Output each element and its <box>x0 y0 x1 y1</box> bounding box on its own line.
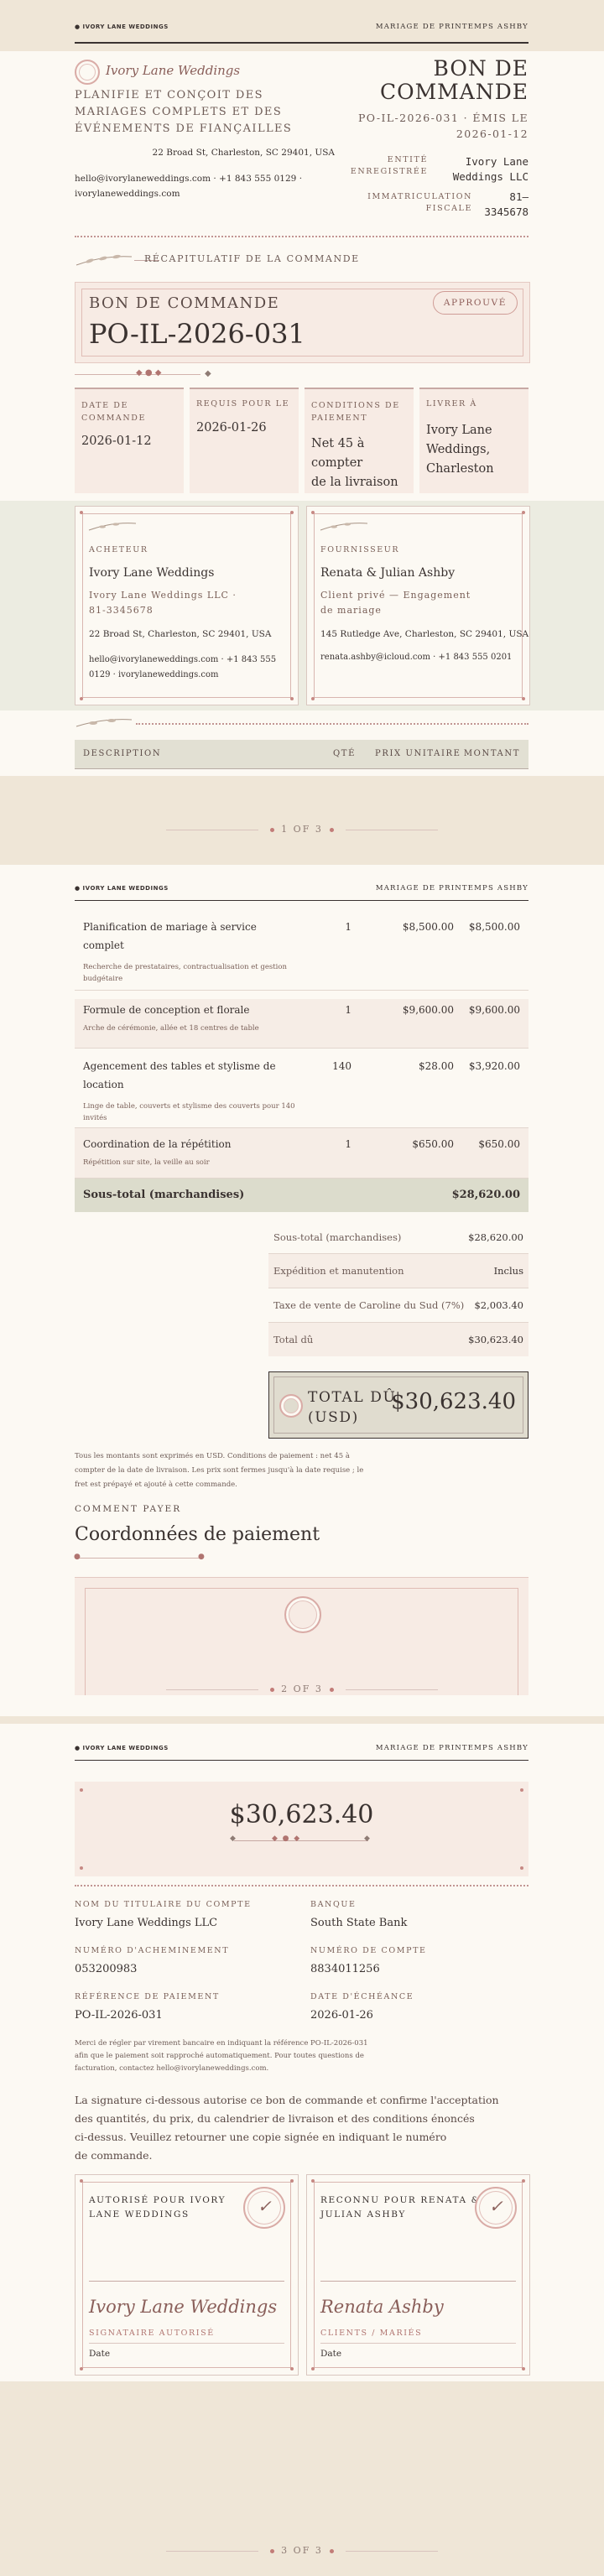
pager-current: 2 <box>281 1684 289 1694</box>
signature-title-line: AUTORISÉ POUR IVORY <box>89 2195 226 2205</box>
buyer-sub <box>89 588 237 618</box>
fact-card-required-by <box>190 388 299 493</box>
pager-rule <box>346 2551 438 2552</box>
item-desc-line: Linge de table, couverts et stylisme des couverts pour 140 <box>83 1102 295 1111</box>
supplier-contact: renata.ashby@icloud.com · +1 843 555 0201 <box>320 653 513 662</box>
item-amount: $650.00 <box>478 1138 520 1150</box>
fact-card-ship-to <box>419 388 528 493</box>
fact-card-order-date <box>75 388 184 493</box>
field-payment-reference <box>75 1992 220 2022</box>
corner-dot <box>311 697 315 700</box>
item-title-line: Agencement des tables et stylisme de <box>83 1060 276 1072</box>
col-amount: MONTANT <box>463 749 520 758</box>
table-row <box>75 918 528 991</box>
field-value: 053200983 <box>75 1963 138 1975</box>
terms-note-line: compter de la date de livraison. Les prix sont fermes jusqu'à la date requise ; le <box>75 1466 364 1475</box>
header-rule <box>75 1760 528 1761</box>
status-badge: APPROUVÉ <box>433 291 518 315</box>
fact-label <box>81 399 146 424</box>
seal-icon <box>279 1394 303 1418</box>
buyer-contact-line: 0129 · ivorylaneweddings.com <box>89 670 219 679</box>
fact-value-line: de la livraison <box>311 476 398 489</box>
corner-dot <box>522 511 525 514</box>
pager-dot-icon <box>270 2549 274 2553</box>
diamond-ornament-icon: ◆ <box>364 1834 370 1843</box>
signature-title-line: RECONNU POUR RENATA & <box>320 2195 481 2205</box>
corner-dot <box>80 697 83 700</box>
company-logo-text: Ivory Lane Weddings <box>106 63 241 78</box>
supplier-sub-line: Client privé — Engagement <box>320 590 471 601</box>
olive-branch-icon <box>75 252 133 268</box>
totals-block <box>268 1221 528 1356</box>
totals-value: $2,003.40 <box>474 1299 523 1311</box>
corner-dot <box>80 1866 83 1870</box>
authorization-text <box>75 2091 499 2165</box>
item-unit-price: $8,500.00 <box>402 921 454 933</box>
buyer-name: Ivory Lane Weddings <box>89 566 215 580</box>
fact-label <box>311 399 400 424</box>
item-qty: 140 <box>332 1060 351 1072</box>
signature-title-line: LANE WEDDINGS <box>89 2209 190 2220</box>
payment-note-line: facturation, contactez hello@ivorylaneweddings.com. <box>75 2064 269 2073</box>
entity-value <box>453 154 528 185</box>
company-contact-line: hello@ivorylaneweddings.com · +1 843 555 0129 · <box>75 174 303 184</box>
corner-dot <box>80 511 83 514</box>
field-value: 2026-01-26 <box>310 2009 373 2022</box>
header-event: MARIAGE DE PRINTEMPS ASHBY <box>375 1744 528 1752</box>
item-desc <box>83 1101 295 1124</box>
buyer-sub-line: 81-3345678 <box>89 605 154 616</box>
totals-value: $28,620.00 <box>468 1231 523 1243</box>
totals-row <box>268 1323 528 1356</box>
fact-value <box>426 421 494 479</box>
tax-id-value <box>484 190 528 220</box>
totals-row <box>268 1221 528 1254</box>
corner-dot <box>520 1866 523 1870</box>
pager-dot-icon <box>330 2549 334 2553</box>
olive-branch-icon <box>87 520 138 532</box>
item-unit-price: $650.00 <box>412 1138 454 1150</box>
table-row <box>75 999 528 1049</box>
buyer-sub-line: Ivory Lane Weddings LLC · <box>89 590 237 601</box>
corner-dot <box>311 2179 315 2183</box>
fact-value: 2026-01-12 <box>81 435 152 448</box>
doc-subtitle <box>358 110 528 142</box>
tax-id-value-line: 3345678 <box>484 206 528 218</box>
diamond-ornament-icon: ● <box>74 1553 81 1561</box>
field-label: RÉFÉRENCE DE PAIEMENT <box>75 1992 220 2001</box>
item-desc: Arche de cérémonie, allée et 18 centres de table <box>83 1024 259 1033</box>
signature-script: Ivory Lane Weddings <box>89 2297 278 2317</box>
header-event: MARIAGE DE PRINTEMPS ASHBY <box>375 23 528 31</box>
company-address: 22 Broad St, Charleston, SC 29401, USA <box>152 148 335 158</box>
supplier-name: Renata & Julian Ashby <box>320 566 456 580</box>
payment-note-line: afin que le paiement soit rapproché automatiquement. Pour toutes questions de <box>75 2052 364 2060</box>
corner-dot <box>290 2179 294 2183</box>
item-title-line: location <box>83 1079 124 1090</box>
pager-of: OF <box>293 2545 311 2556</box>
pager-dot-icon <box>270 1688 274 1692</box>
col-description: DESCRIPTION <box>83 749 162 758</box>
field-account-holder <box>75 1900 252 1929</box>
pager-of: OF <box>293 824 311 835</box>
pager-current: 1 <box>281 824 289 835</box>
supplier-label: FOURNISSEUR <box>320 545 400 554</box>
fact-label-line: COMMANDE <box>81 414 147 423</box>
totals-row <box>268 1254 528 1288</box>
buyer-label: ACHETEUR <box>89 545 148 554</box>
payment-eyebrow: COMMENT PAYER <box>75 1504 182 1514</box>
item-amount: $9,600.00 <box>468 1004 520 1016</box>
supplier-address: 145 Rutledge Ave, Charleston, SC 29401, USA <box>320 629 529 639</box>
item-title <box>83 1057 293 1094</box>
dotted-divider <box>75 1885 528 1886</box>
field-bank <box>310 1900 407 1929</box>
field-due-date <box>310 1992 414 2022</box>
page-indicator <box>0 1684 604 1694</box>
signature-card-client <box>306 2174 530 2376</box>
field-value: PO-IL-2026-031 <box>75 2009 163 2022</box>
field-label: DATE D'ÉCHÉANCE <box>310 1992 414 2001</box>
authorization-line: ci-dessus. Veuillez retourner une copie signée en indiquant le numéro <box>75 2131 447 2143</box>
summary-heading: RÉCAPITULATIF DE LA COMMANDE <box>144 253 360 264</box>
summary-box-label: BON DE COMMANDE <box>89 294 280 312</box>
fact-card-payment-terms <box>305 388 414 493</box>
ornament-rule <box>234 1840 368 1841</box>
item-title: Coordination de la répétition <box>83 1138 232 1150</box>
page-indicator <box>0 824 604 835</box>
totals-value: Inclus <box>493 1265 523 1277</box>
diamond-ornament-icon: ◆ ● ◆ <box>272 1834 300 1843</box>
signature-card-buyer <box>75 2174 299 2376</box>
page-indicator <box>0 2545 604 2556</box>
page-3 <box>0 1724 604 2381</box>
field-account-number <box>310 1946 427 1975</box>
authorization-line: des quantités, du prix, du calendrier de livraison et des conditions énoncés <box>75 2112 475 2125</box>
checkmark-icon: ✓ <box>489 2196 503 2216</box>
corner-dot <box>311 511 315 514</box>
item-desc <box>83 961 287 985</box>
total-due-label-line: TOTAL DÛ <box>308 1389 397 1406</box>
fact-label: REQUIS POUR LE <box>196 399 290 409</box>
terms-note-line: fret est prépayé et ajouté à cette commande. <box>75 1481 237 1489</box>
header-brand: ● IVORY LANE WEDDINGS <box>75 1745 169 1751</box>
fact-value <box>311 435 414 492</box>
signature-date: Date <box>320 2349 342 2359</box>
payment-amount: $30,623.40 <box>229 1800 374 1829</box>
doc-issue-date: 2026-01-12 <box>456 127 528 140</box>
doc-title-line: BON DE <box>433 56 528 81</box>
item-amount: $3,920.00 <box>468 1060 520 1072</box>
entity-label <box>348 154 428 178</box>
item-desc: Répétition sur site, la veille au soir <box>83 1158 210 1167</box>
signature-script: Renata Ashby <box>320 2297 444 2317</box>
header-rule <box>75 900 528 901</box>
item-title-line: complet <box>83 939 124 951</box>
total-due-label <box>308 1387 396 1428</box>
pager-rule <box>166 1689 258 1690</box>
corner-dot <box>80 1788 83 1792</box>
corner-dot <box>290 2367 294 2370</box>
summary-box <box>75 282 530 363</box>
seal-icon <box>284 1596 321 1633</box>
corner-dot <box>290 697 294 700</box>
signature-title-line: JULIAN ASHBY <box>320 2209 406 2220</box>
item-desc-line: invités <box>83 1114 107 1122</box>
checkmark-seal-icon <box>243 2187 285 2229</box>
header-rule <box>75 42 528 44</box>
signature-rule <box>89 2281 284 2282</box>
buyer-contact-line: hello@ivorylaneweddings.com · +1 843 555 <box>89 655 277 664</box>
entity-value-line: Ivory Lane <box>465 155 528 168</box>
corner-dot <box>522 2179 525 2183</box>
field-label: NUMÉRO DE COMPTE <box>310 1946 427 1955</box>
table-row <box>75 1128 528 1179</box>
col-unit-price: PRIX UNITAIRE <box>375 749 461 758</box>
header-event: MARIAGE DE PRINTEMPS ASHBY <box>375 884 528 892</box>
checkmark-seal-icon <box>475 2187 517 2229</box>
diamond-ornament-icon: ◆ <box>230 1834 236 1843</box>
signature-rule <box>320 2343 516 2344</box>
company-contact <box>75 171 302 201</box>
payment-amount-panel <box>75 1782 528 1876</box>
pager-total: 3 <box>315 2545 323 2556</box>
subtotal-label: Sous-total (marchandises) <box>83 1189 245 1201</box>
corner-dot <box>290 511 294 514</box>
page-2 <box>0 865 604 1716</box>
tax-id-label-line: FISCALE <box>425 204 472 213</box>
olive-branch-icon <box>319 520 369 532</box>
payment-note-line: Merci de régler par virement bancaire en indiquant la référence PO-IL-2026-031 <box>75 2039 368 2048</box>
total-due-label-line: (USD) <box>308 1409 359 1426</box>
diamond-ornament-icon: ● <box>198 1553 205 1561</box>
buyer-contact <box>89 653 276 683</box>
field-value: Ivory Lane Weddings LLC <box>75 1917 218 1929</box>
payment-amount-panel-top <box>75 1577 528 1695</box>
item-qty: 1 <box>345 921 351 933</box>
signature-role: CLIENTS / MARIÉS <box>320 2329 423 2338</box>
pager-total: 3 <box>315 824 323 835</box>
corner-dot <box>522 697 525 700</box>
diamond-ornament-icon: ◆ <box>205 369 211 378</box>
entity-value-line: Weddings LLC <box>452 170 528 183</box>
doc-title <box>380 57 528 104</box>
item-title <box>83 918 293 955</box>
pager-rule <box>166 2551 258 2552</box>
header-brand: ● IVORY LANE WEDDINGS <box>75 23 169 30</box>
signature-role: SIGNATAIRE AUTORISÉ <box>89 2329 215 2338</box>
authorization-line: La signature ci-dessous autorise ce bon de commande et confirme l'acceptation <box>75 2094 499 2106</box>
item-amount: $8,500.00 <box>468 921 520 933</box>
pager-dot-icon <box>330 828 334 832</box>
field-value: 8834011256 <box>310 1963 380 1975</box>
signature-title <box>320 2194 481 2222</box>
page-header <box>0 0 604 51</box>
fact-label-line: DATE DE <box>81 401 129 410</box>
corner-dot <box>522 2367 525 2370</box>
field-label: NUMÉRO D'ACHEMINEMENT <box>75 1946 230 1955</box>
olive-branch-icon <box>75 716 133 728</box>
fact-value-line: Net 45 à compter <box>311 437 365 470</box>
diamond-ornament-icon: ◆ ● ◆ <box>136 368 162 377</box>
item-desc-line: budgétaire <box>83 975 123 983</box>
payment-note <box>75 2037 368 2075</box>
pager-current: 3 <box>281 2545 289 2556</box>
item-title: Formule de conception et florale <box>83 1004 250 1016</box>
pager-total: 3 <box>315 1684 323 1694</box>
fact-label-line: PAIEMENT <box>311 414 368 423</box>
subtotal-row <box>75 1179 528 1212</box>
pager-of: OF <box>293 1684 311 1694</box>
fact-value-line: Ivory Lane <box>426 424 492 437</box>
item-unit-price: $28.00 <box>419 1060 454 1072</box>
logo-seal-icon <box>75 60 100 85</box>
fact-value: 2026-01-26 <box>196 421 267 435</box>
field-label: NOM DU TITULAIRE DU COMPTE <box>75 1900 252 1909</box>
field-value: South State Bank <box>310 1917 408 1929</box>
total-due-box <box>268 1371 528 1439</box>
dotted-divider <box>75 236 528 237</box>
header-brand: ● IVORY LANE WEDDINGS <box>75 885 169 892</box>
terms-note <box>75 1449 363 1492</box>
parties-band <box>0 501 604 710</box>
payment-heading: Coordonnées de paiement <box>75 1524 320 1545</box>
item-qty: 1 <box>345 1004 351 1016</box>
fact-value-line: Weddings, <box>426 443 491 456</box>
pager-dot-icon <box>270 828 274 832</box>
company-website: ivorylaneweddings.com <box>75 189 180 199</box>
signature-rule <box>89 2343 284 2344</box>
entity-label-line: ENTITÉ <box>387 155 428 164</box>
entity-label-line: ENREGISTRÉE <box>350 167 428 176</box>
corner-dot <box>80 2179 83 2183</box>
pager-dot-icon <box>330 1688 334 1692</box>
doc-title-line: COMMANDE <box>379 80 528 104</box>
totals-label: Total dû <box>273 1334 314 1345</box>
table-row <box>75 1049 528 1128</box>
item-desc-line: Recherche de prestataires, contractualisation et gestion <box>83 963 287 971</box>
item-unit-price: $9,600.00 <box>402 1004 454 1016</box>
field-label: BANQUE <box>310 1900 357 1909</box>
terms-note-line: Tous les montants sont exprimés en USD. Conditions de paiement : net 45 à <box>75 1452 350 1460</box>
totals-label: Expédition et manutention <box>273 1265 404 1277</box>
table-header <box>75 740 528 769</box>
buyer-card <box>75 506 299 705</box>
dotted-divider <box>136 723 528 725</box>
fact-value-line: Charleston <box>426 462 494 476</box>
corner-dot <box>520 1788 523 1792</box>
totals-label: Sous-total (marchandises) <box>273 1231 402 1243</box>
corner-dot <box>311 2367 315 2370</box>
summary-number: PO-IL-2026-031 <box>89 318 305 350</box>
col-qty: QTÉ <box>333 749 356 758</box>
pager-rule <box>346 1689 438 1690</box>
tax-id-label-line: IMMATRICULATION <box>367 192 472 201</box>
totals-value: $30,623.40 <box>468 1334 523 1345</box>
ornament-rule <box>75 1558 200 1559</box>
signature-title <box>89 2194 226 2222</box>
item-title-line: Planification de mariage à service <box>83 921 257 933</box>
company-tagline: PLANIFIE ET CONÇOIT DES MARIAGES COMPLETS ET DES ÉVÉNEMENTS DE FIANÇAILLES <box>75 89 293 135</box>
buyer-address: 22 Broad St, Charleston, SC 29401, USA <box>89 629 272 639</box>
signature-date: Date <box>89 2349 111 2359</box>
item-qty: 1 <box>345 1138 351 1150</box>
doc-number-issued: PO-IL-2026-031 · ÉMIS LE <box>357 112 528 124</box>
authorization-line: de commande. <box>75 2149 153 2162</box>
page-1 <box>0 0 604 776</box>
tax-id-label <box>348 191 472 215</box>
supplier-sub <box>320 588 471 618</box>
checkmark-icon: ✓ <box>258 2196 272 2216</box>
totals-row <box>268 1288 528 1323</box>
supplier-sub-line: de mariage <box>320 605 382 616</box>
total-due-value: $30,623.40 <box>391 1389 516 1414</box>
corner-dot <box>80 2367 83 2370</box>
totals-label: Taxe de vente de Caroline du Sud (7%) <box>273 1299 465 1311</box>
supplier-card <box>306 506 530 705</box>
fact-label-line: CONDITIONS DE <box>311 401 400 410</box>
subtotal-value: $28,620.00 <box>451 1189 520 1201</box>
field-routing-number <box>75 1946 229 1975</box>
tax-id-value-line: 81– <box>509 190 528 203</box>
fact-label: LIVRER À <box>426 399 477 409</box>
signature-rule <box>320 2281 516 2282</box>
